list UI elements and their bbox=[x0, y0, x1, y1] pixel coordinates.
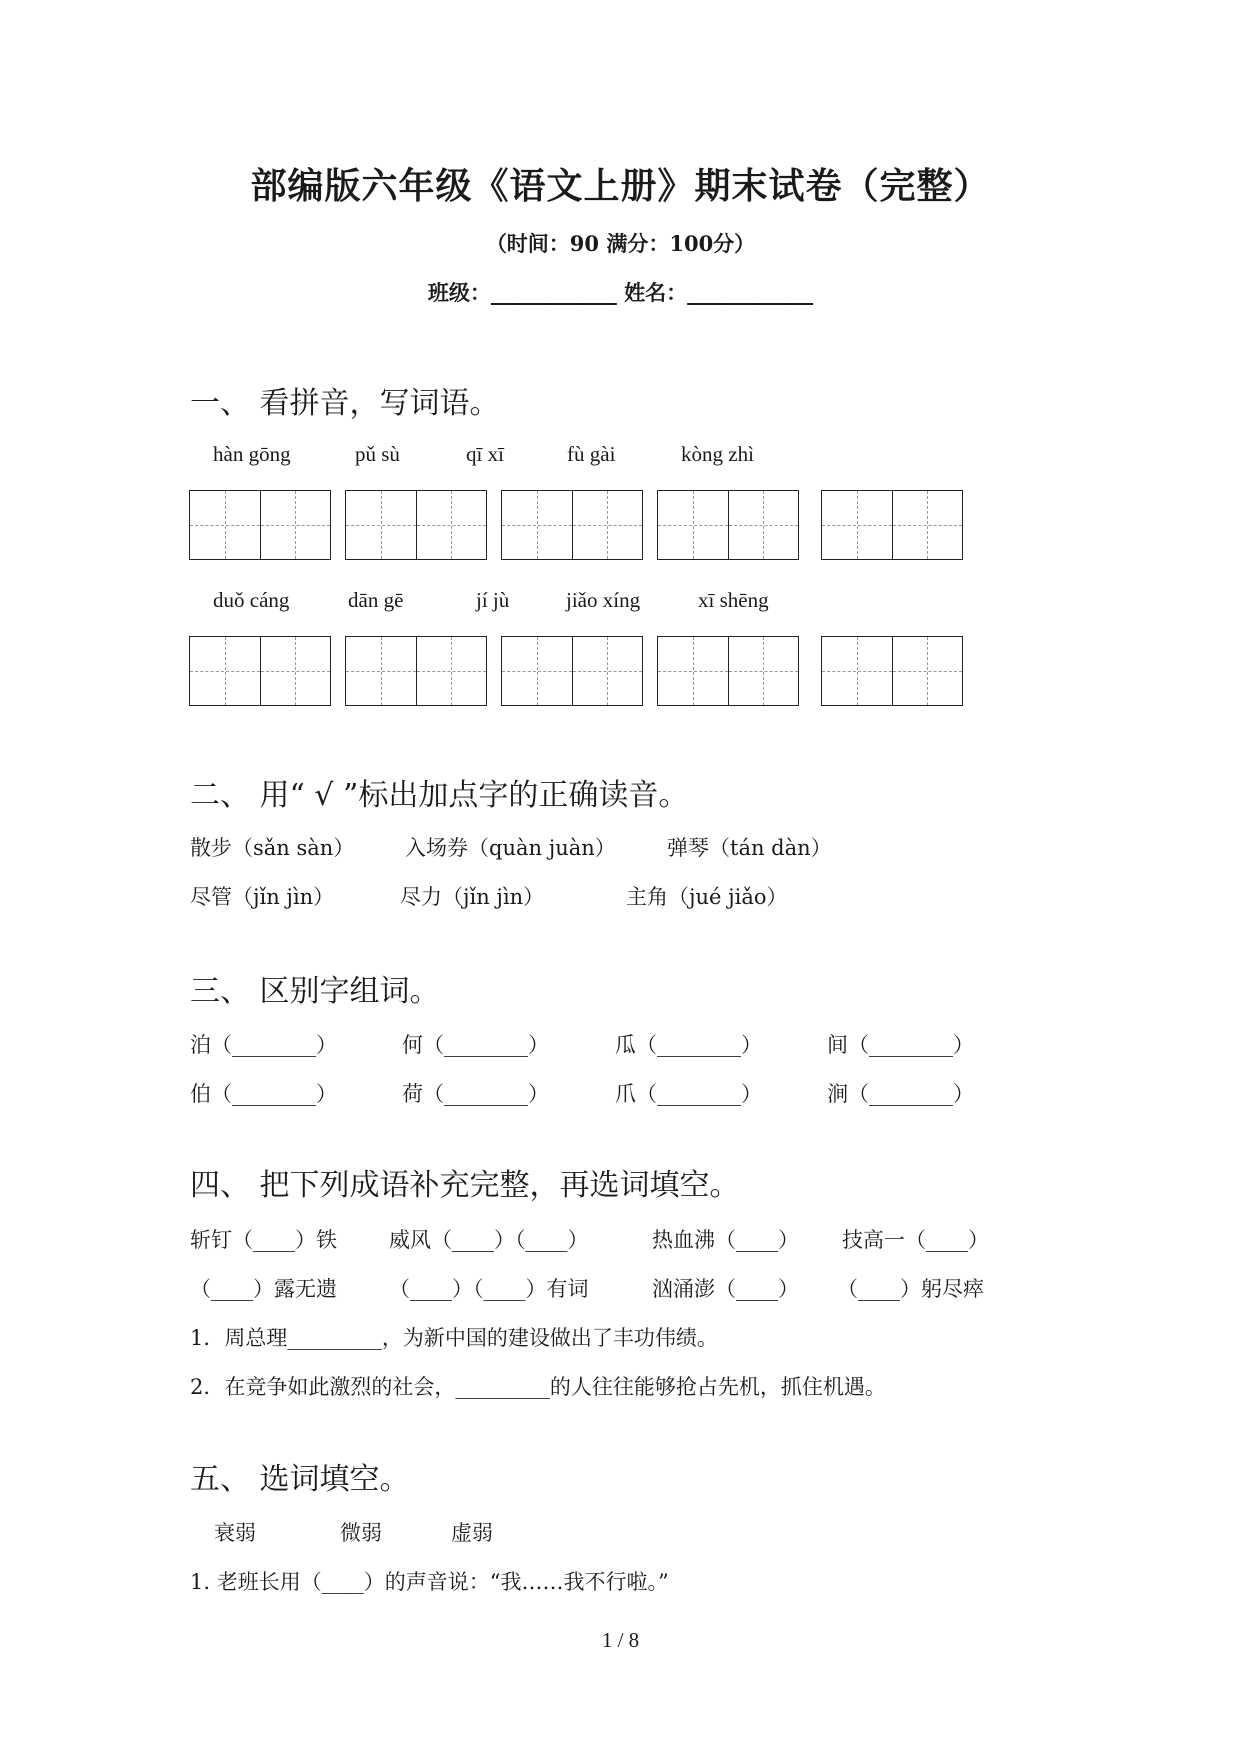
fill-question-2[interactable]: 2．在竞争如此激烈的社会，_________的人往往能够抢占先机，抓住机遇。 bbox=[190, 1375, 886, 1399]
pronunciation-item[interactable]: 主角（jué jiǎo） bbox=[626, 885, 788, 909]
exam-time-score: （时间：90 满分：100分） bbox=[485, 231, 756, 256]
writing-grid[interactable] bbox=[657, 490, 799, 560]
pinyin-label: hàn gōng bbox=[213, 442, 291, 466]
word-blank[interactable]: 涧（________） bbox=[827, 1082, 974, 1106]
word-blank[interactable]: 荷（________） bbox=[402, 1082, 549, 1106]
section-4-heading: 四、 把下列成语补充完整，再选词填空。 bbox=[190, 1168, 740, 1203]
idiom-blank[interactable]: （____）（____）有词 bbox=[389, 1277, 589, 1301]
class-name-fields: 班级：____________ 姓名：____________ bbox=[427, 280, 814, 305]
pinyin-label: duǒ cáng bbox=[213, 588, 290, 612]
word-choice: 虚弱 bbox=[451, 1521, 493, 1545]
pinyin-label: jí jù bbox=[476, 588, 510, 612]
pronunciation-item[interactable]: 入场券（quàn juàn） bbox=[405, 836, 616, 860]
idiom-blank[interactable]: 威风（____）（____） bbox=[389, 1228, 589, 1252]
pinyin-label: fù gài bbox=[567, 442, 616, 466]
word-choice: 衰弱 bbox=[214, 1521, 256, 1545]
pinyin-label: qī xī bbox=[466, 442, 504, 466]
word-blank[interactable]: 瓜（________） bbox=[615, 1033, 762, 1057]
idiom-blank[interactable]: 斩钉（____）铁 bbox=[190, 1228, 337, 1252]
idiom-blank[interactable]: （____）躬尽瘁 bbox=[837, 1277, 984, 1301]
writing-grid[interactable] bbox=[657, 636, 799, 706]
writing-grid[interactable] bbox=[189, 490, 331, 560]
word-blank[interactable]: 泊（________） bbox=[190, 1033, 337, 1057]
pronunciation-item[interactable]: 散步（sǎn sàn） bbox=[190, 836, 355, 860]
pinyin-label: dān gē bbox=[348, 588, 404, 612]
pinyin-label: pǔ sù bbox=[355, 442, 400, 466]
pronunciation-item[interactable]: 尽力（jǐn jìn） bbox=[400, 885, 545, 909]
writing-grid[interactable] bbox=[821, 636, 963, 706]
section-3-heading: 三、 区别字组词。 bbox=[190, 974, 440, 1009]
writing-grid[interactable] bbox=[189, 636, 331, 706]
pronunciation-item[interactable]: 尽管（jǐn jìn） bbox=[190, 885, 335, 909]
word-blank[interactable]: 爪（________） bbox=[615, 1082, 762, 1106]
section-5-heading: 五、 选词填空。 bbox=[190, 1462, 410, 1497]
writing-grid[interactable] bbox=[345, 636, 487, 706]
fill-question-1[interactable]: 1．周总理_________，为新中国的建设做出了丰功伟绩。 bbox=[190, 1326, 718, 1350]
pinyin-label: xī shēng bbox=[698, 588, 769, 612]
page-number: 1 / 8 bbox=[601, 1628, 640, 1652]
word-blank[interactable]: 间（________） bbox=[827, 1033, 974, 1057]
word-blank[interactable]: 伯（________） bbox=[190, 1082, 337, 1106]
fill-question-1[interactable]: 1. 老班长用（____）的声音说：“我……我不行啦。” bbox=[190, 1570, 669, 1594]
idiom-blank[interactable]: 热血沸（____） bbox=[652, 1228, 799, 1252]
idiom-blank[interactable]: 技高一（____） bbox=[842, 1228, 989, 1252]
writing-grid[interactable] bbox=[821, 490, 963, 560]
word-choice: 微弱 bbox=[340, 1521, 382, 1545]
writing-grid[interactable] bbox=[501, 490, 643, 560]
section-1-heading: 一、 看拼音，写词语。 bbox=[190, 386, 500, 421]
word-blank[interactable]: 何（________） bbox=[402, 1033, 549, 1057]
page-title: 部编版六年级《语文上册》期末试卷（完整） bbox=[250, 165, 991, 207]
pinyin-label: kòng zhì bbox=[681, 442, 754, 466]
section-2-heading: 二、 用“ √ ”标出加点字的正确读音。 bbox=[190, 778, 689, 813]
idiom-blank[interactable]: （____）露无遗 bbox=[190, 1277, 337, 1301]
idiom-blank[interactable]: 汹涌澎（____） bbox=[652, 1277, 799, 1301]
writing-grid[interactable] bbox=[345, 490, 487, 560]
writing-grid[interactable] bbox=[501, 636, 643, 706]
pronunciation-item[interactable]: 弹琴（tán dàn） bbox=[667, 836, 832, 860]
pinyin-label: jiǎo xíng bbox=[566, 588, 641, 612]
